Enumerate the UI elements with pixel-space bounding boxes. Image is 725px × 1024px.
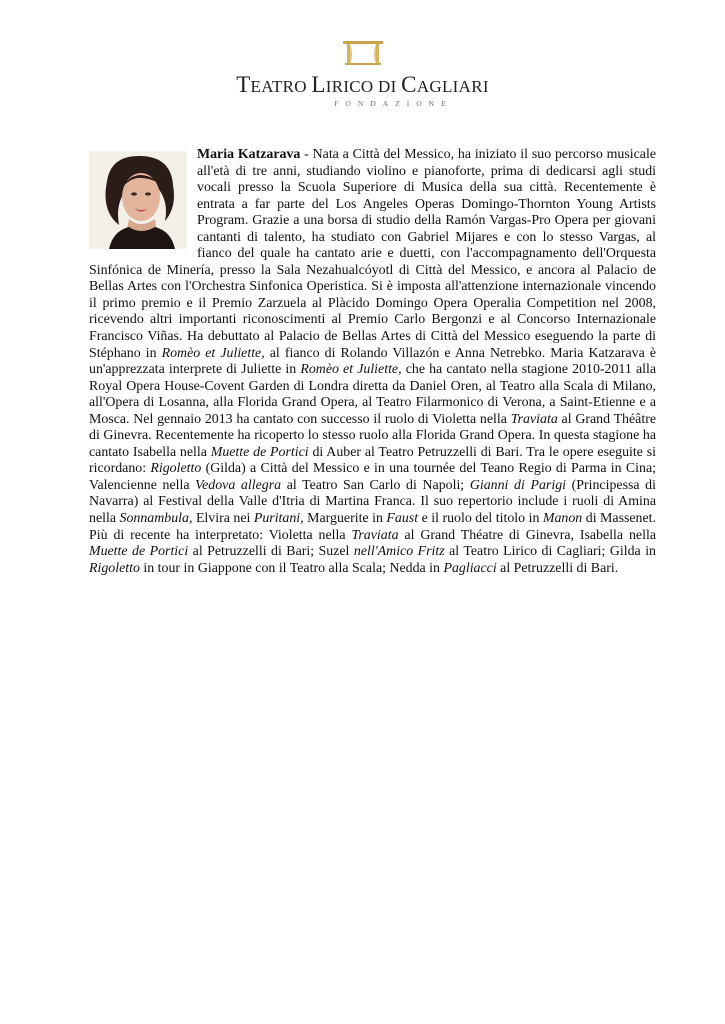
- biography-text: Maria Katzarava - Nata a Città del Messico, ha iniziato il suo percorso musicale all'età di tre anni, studiando violino e pianoforte, prima di dedicarsi agli studi vocali presso la Scuola Superiore di Musica della sua città. Recentemente è entrata a far parte del Los Angeles Operas Domingo-Thornton Young Artists Program. Grazie a una borsa di studio della Ramón Vargas-Pro Opera per giovani cantanti di talento, ha studiato con Gabriel Mijares e con lo stesso Vargas, al fianco del quale ha cantato arie e duetti, con l'accompagnamento dell'Orquesta Sinfónica de Minería, presso la Sala Nezahualcóyotl di Città del Messico, e ancora al Palacio de Bellas Artes con l'Orchestra Sinfonica Operistica. Si è imposta all'attenzione internazionale vincendo il primo premio e il Premio Zarzuela al Plàcido Domingo Opera Operalia Competition nel 2008, ricevendo altri importanti riconoscimenti al Premio Carlo Bergonzi e al Concorso Internazionale Francisco Viñas. Ha debuttato al Palacio de Bellas Artes di Città del Messico eseguendo la parte di Stéphano in Romèo et Juliette, al fianco di Rolando Villazón e Anna Netrebko. Maria Katzarava è un'apprezzata interprete di Juliette in Romèo et Juliette, che ha cantato nella stagione 2010-2011 alla Royal Opera House-Covent Garden di Londra diretta da Daniel Oren, al Teatro alla Scala di Milano, all'Opera di Losanna, alla Florida Grand Opera, al Teatro Filarmonico di Verona, a Saint-Etienne e a Mosca. Nel gennaio 2013 ha cantato con successo il ruolo di Violetta nella Traviata al Grand Théâtre di Ginevra. Recentemente ha ricoperto lo stesso ruolo alla Florida Grand Opera. In questa stagione ha cantato Isabella nella Muette de Portici di Auber al Teatro Petruzzelli di Bari. Tra le opere eseguite si ricordano: Rigoletto (Gilda) a Città del Messico e in una tournée del Teano Regio di Parma in Cina; Valencienne nella Vedova allegra al Teatro San Carlo di Napoli; Gianni di Parigi (Principessa di Navarra) al Festival della Valle d'Itria di Martina Franca. Il suo repertorio include i ruoli di Amina nella Sonnambula, Elvira nei Puritani, Marguerite in Faust e il ruolo del titolo in Manon di Massenet. Più di recente ha interpretato: Violetta nella Traviata al Grand Théatre di Ginevra, Isabella nella Muette de Portici al Petruzzelli di Bari; Suzel nell'Amico Fritz al Teatro Lirico di Cagliari; Gilda in Rigoletto in tour in Giappone con il Teatro alla Scala; Nedda in Pagliacci al Petruzzelli di Bari.: [89, 147, 656, 576]
- theatre-logo-icon: [340, 40, 386, 66]
- singer-portrait: [89, 151, 187, 249]
- portrait-image-icon: [89, 151, 187, 249]
- theatre-letterhead: [0, 40, 725, 108]
- theatre-name: TEATRO LIRICO DI CAGLIARI: [236, 72, 489, 97]
- theatre-subtitle: FONDAZIONE: [334, 99, 453, 108]
- singer-name: Maria Katzarava: [197, 147, 301, 162]
